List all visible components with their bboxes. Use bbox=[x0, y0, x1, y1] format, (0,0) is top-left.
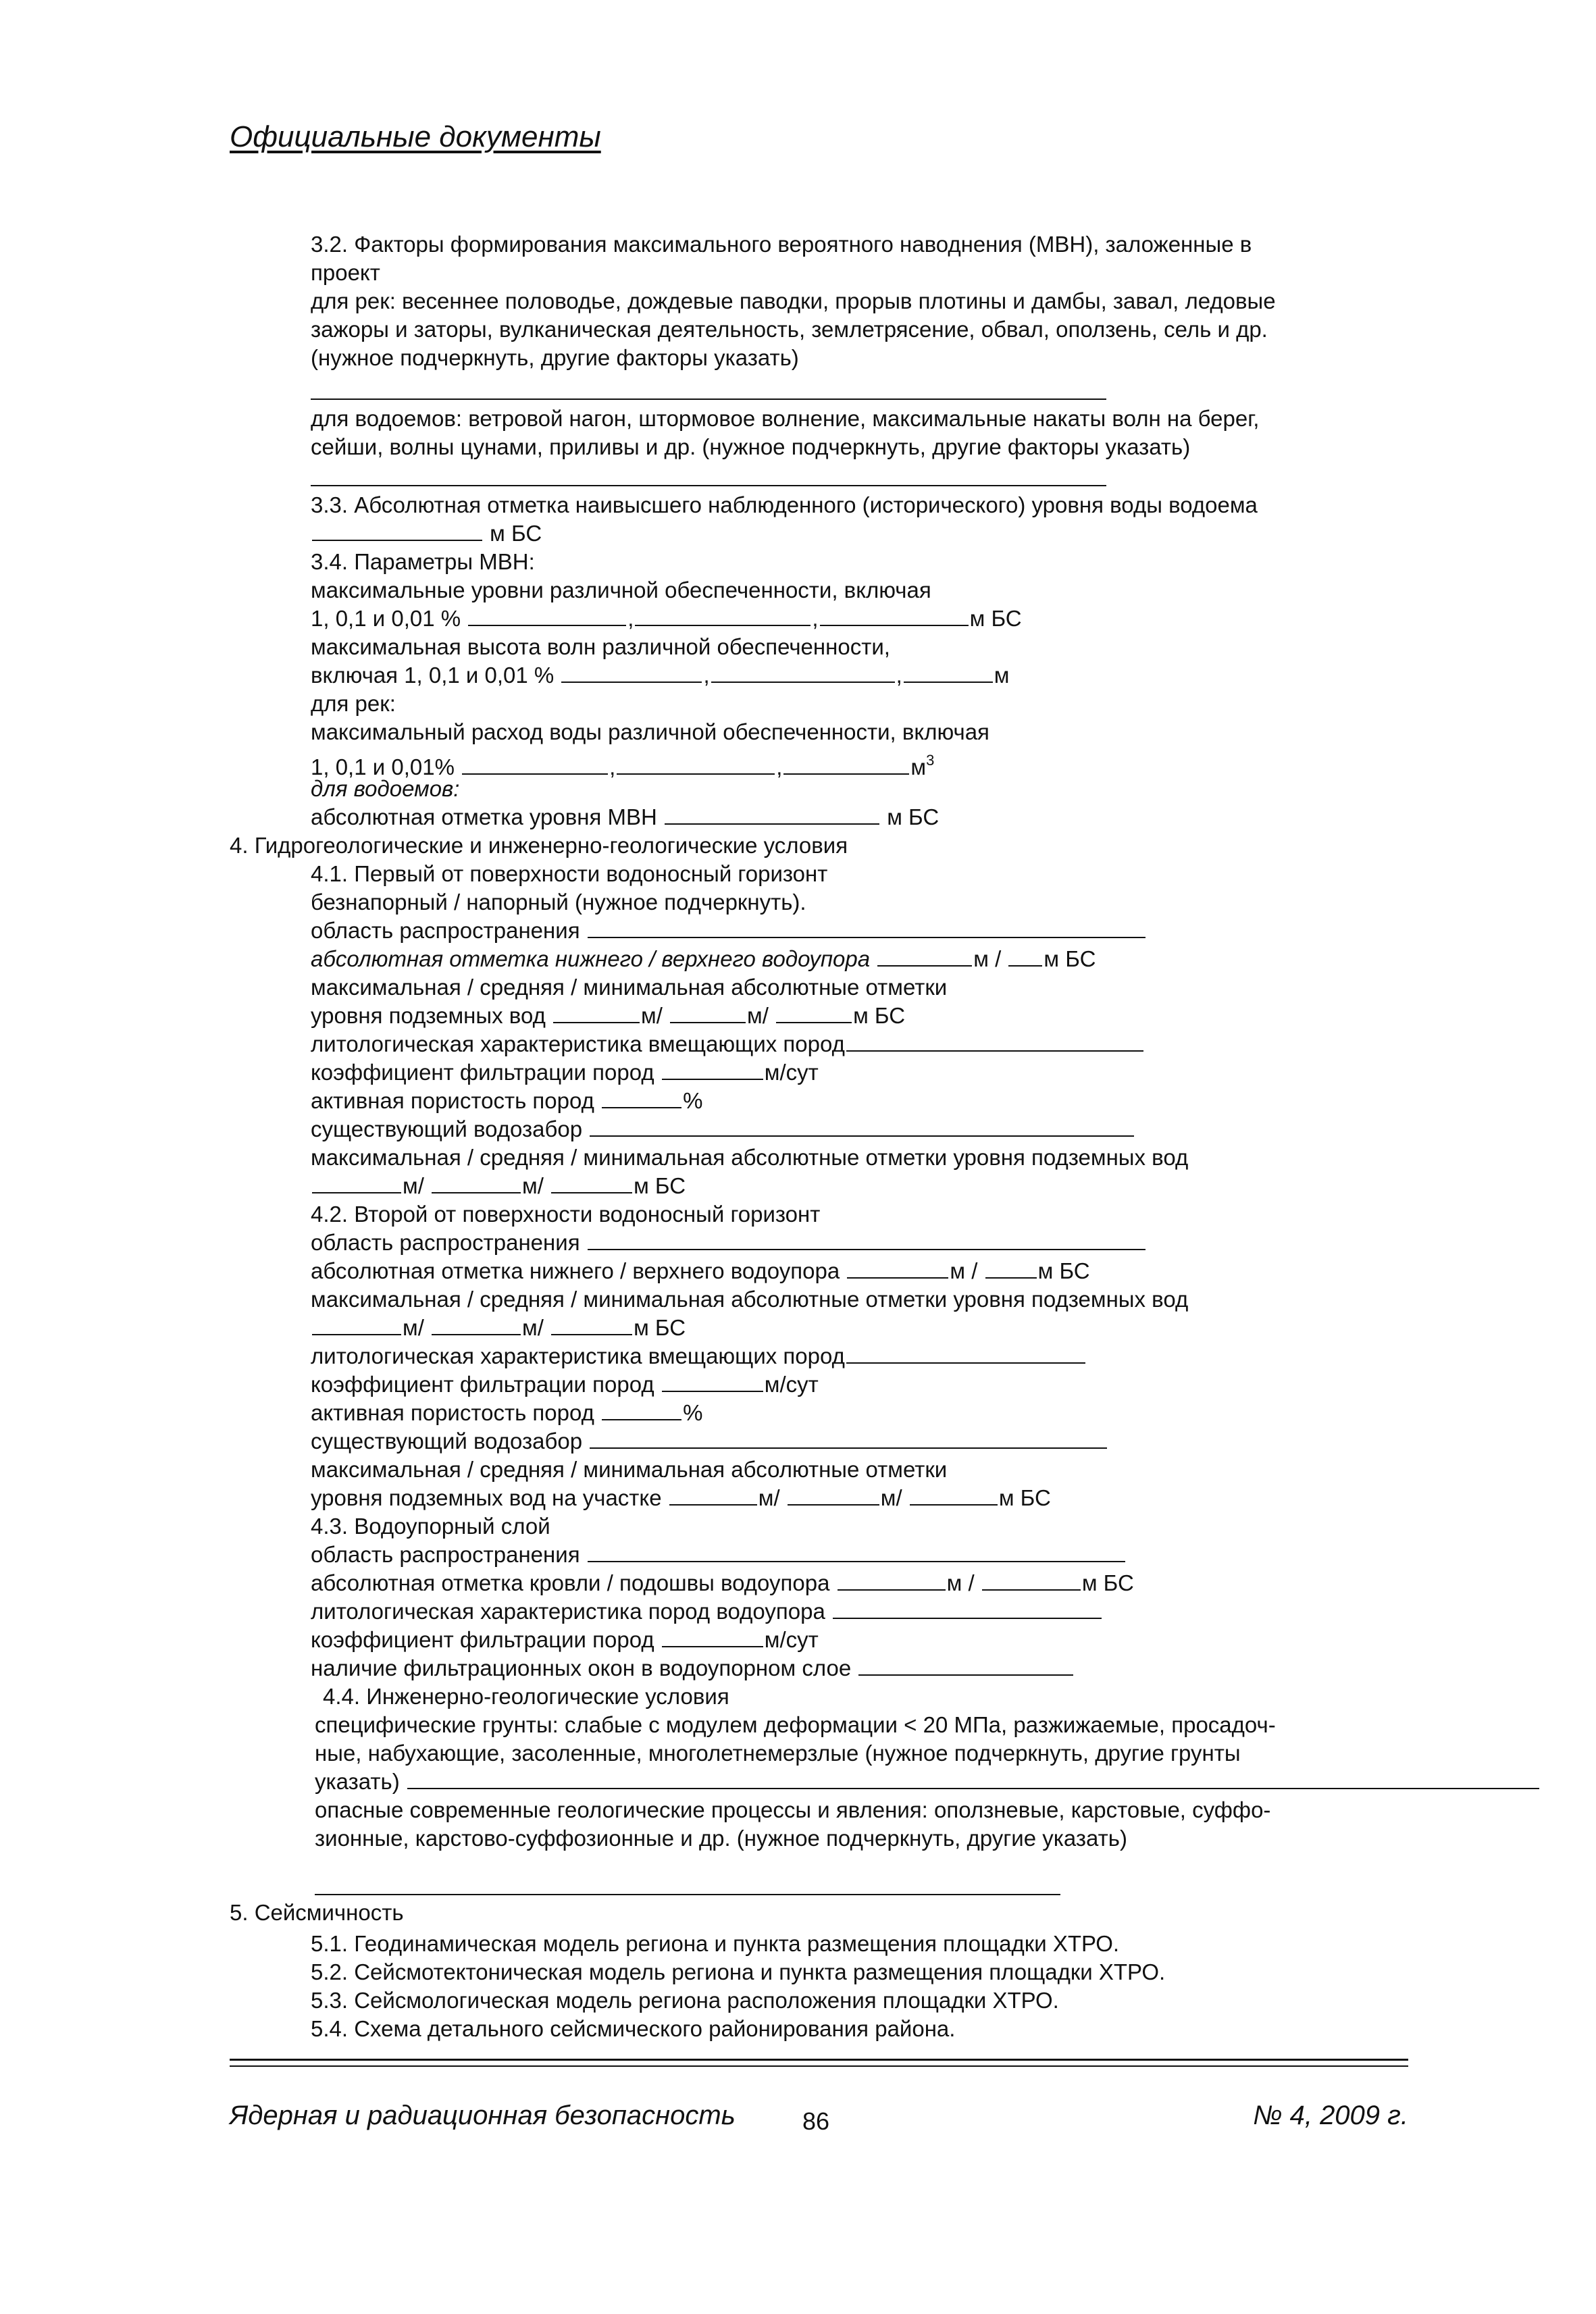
s42-line-10: максимальная / средняя / минимальная абсолютные отметки bbox=[311, 1457, 948, 1482]
s41-line-3 bbox=[311, 917, 1147, 944]
s43-line-3 bbox=[311, 1570, 1134, 1597]
s34-l7-blank-1 bbox=[462, 756, 608, 775]
s34-line-1: максимальные уровни различной обеспеченности, включая bbox=[311, 577, 931, 602]
s42-l2-label: область распространения bbox=[311, 1230, 580, 1255]
s34-line-7: 1, 0,1 и 0,01% , , $м^3$ bbox=[311, 752, 935, 779]
s5-title: 5. Сейсмичность bbox=[230, 1900, 404, 1925]
s42-line-4: максимальная / средняя / минимальная абсолютные отметки уровня подземных вод bbox=[311, 1287, 1189, 1312]
s41-line-11: максимальная / средняя / минимальная абсолютные отметки уровня подземных вод bbox=[311, 1145, 1189, 1170]
footer-journal-title: Ядерная и радиационная безопасность bbox=[230, 2101, 736, 2130]
s43-l2-label: область распространения bbox=[311, 1542, 580, 1567]
s42-l3-blank-2 bbox=[985, 1260, 1037, 1279]
s42-l5-blank-3 bbox=[551, 1316, 632, 1335]
s41-l8-unit: м/сут bbox=[764, 1060, 819, 1085]
s43-l4-blank bbox=[833, 1600, 1102, 1619]
s43-l3-mid: м / bbox=[946, 1570, 975, 1595]
s34-l4-prefix: включая 1, 0,1 и 0,01 % bbox=[311, 663, 555, 688]
s41-l4-label: абсолютная отметка нижнего / верхнего водоупора bbox=[311, 946, 871, 971]
s41-l8-label: коэффициент фильтрации пород bbox=[311, 1060, 654, 1085]
s42-l5-mid-2: м/ bbox=[522, 1315, 544, 1340]
s42-l3-mid: м / bbox=[950, 1258, 978, 1283]
s42-l11-blank-1 bbox=[669, 1487, 757, 1506]
s34-l7-unit-superscript: 3 bbox=[926, 752, 935, 769]
s42-line-2 bbox=[311, 1229, 1147, 1256]
s42-line-11 bbox=[311, 1485, 1051, 1512]
s42-l8-unit: % bbox=[683, 1400, 703, 1425]
s34-l2-blank-3 bbox=[820, 607, 969, 626]
s42-l11-mid-2: м/ bbox=[880, 1485, 902, 1510]
s42-l5-mid-1: м/ bbox=[403, 1315, 424, 1340]
s43-line-1: 4.3. Водоупорный слой bbox=[311, 1514, 550, 1539]
s42-l7-blank bbox=[662, 1373, 763, 1392]
s41-line-6 bbox=[311, 1002, 905, 1029]
s42-line-8 bbox=[311, 1399, 702, 1426]
s41-l10-blank bbox=[590, 1118, 1134, 1137]
s42-l8-label: активная пористость пород bbox=[311, 1400, 594, 1425]
s44-l4-label: указать) bbox=[315, 1769, 400, 1794]
s41-l7-blank bbox=[846, 1033, 1143, 1052]
s42-l3-unit: м БС bbox=[1037, 1258, 1090, 1283]
s42-l11-unit: м БС bbox=[998, 1485, 1051, 1510]
s34-l9-prefix: абсолютная отметка уровня МВН bbox=[311, 804, 657, 829]
s41-l6-blank-3 bbox=[776, 1004, 852, 1023]
s41-l12-mid-1: м/ bbox=[403, 1173, 424, 1198]
s41-line-12 bbox=[311, 1173, 686, 1200]
s44-line-1: 4.4. Инженерно-геологические условия bbox=[323, 1684, 729, 1709]
s44-line-6: зионные, карстово-суффозионные и др. (нужное подчеркнуть, другие указать) bbox=[315, 1826, 1127, 1851]
s43-line-5 bbox=[311, 1626, 819, 1653]
s42-l2-blank bbox=[588, 1231, 1145, 1250]
s34-l2-blank-2 bbox=[635, 607, 810, 626]
s44-line-2: специфические грунты: слабые с модулем деформации < 20 МПа, разжижаемые, просадоч- bbox=[315, 1712, 1276, 1737]
s42-line-1: 4.2. Второй от поверхности водоносный горизонт bbox=[311, 1202, 821, 1227]
s34-l4-blank-1 bbox=[561, 664, 702, 683]
s34-l4-blank-3 bbox=[904, 664, 993, 683]
s34-l9-blank bbox=[665, 806, 879, 825]
s43-l3-label: абсолютная отметка кровли / подошвы водоупора bbox=[311, 1570, 830, 1595]
s41-l4-blank-2 bbox=[1008, 948, 1042, 967]
footer-issue: № 4, 2009 г. bbox=[1253, 2101, 1408, 2130]
s34-l2-unit: м БС bbox=[969, 606, 1022, 631]
s42-l5-unit: м БС bbox=[634, 1315, 686, 1340]
s34-l7-prefix: 1, 0,1 и 0,01% bbox=[311, 754, 455, 779]
s43-l6-blank bbox=[858, 1657, 1073, 1676]
s41-l8-blank bbox=[662, 1061, 763, 1080]
s43-l5-unit: м/сут bbox=[764, 1627, 819, 1652]
s43-line-6 bbox=[311, 1655, 1075, 1682]
s34-l7-blank-3 bbox=[783, 756, 909, 775]
s34-title: 3.4. Параметры МВН: bbox=[311, 549, 535, 574]
s42-l9-label: существующий водозабор bbox=[311, 1429, 583, 1454]
s41-l6-unit: м БС bbox=[853, 1003, 906, 1028]
s41-l9-label: активная пористость пород bbox=[311, 1088, 594, 1113]
s42-l11-label: уровня подземных вод на участке bbox=[311, 1485, 662, 1510]
s41-l4-blank-1 bbox=[877, 948, 972, 967]
s32-line-5: (нужное подчеркнуть, другие факторы указать) bbox=[311, 345, 799, 370]
s41-line-7 bbox=[311, 1031, 1145, 1058]
s43-l3-blank-2 bbox=[982, 1572, 1081, 1591]
s42-l6-label: литологическая характеристика вмещающих пород bbox=[311, 1343, 845, 1368]
s34-line-6: максимальный расход воды различной обеспеченности, включая bbox=[311, 719, 989, 744]
s42-line-7 bbox=[311, 1371, 819, 1398]
s41-line-4 bbox=[311, 946, 1096, 973]
s34-line-2: 1, 0,1 и 0,01 % , , м БС bbox=[311, 606, 1022, 631]
s34-l4-blank-2 bbox=[711, 664, 895, 683]
s42-l3-blank-1 bbox=[847, 1260, 948, 1279]
s44-line-5: опасные современные геологические процессы и явления: оползневые, карстовые, суффо- bbox=[315, 1797, 1271, 1822]
s42-l8-blank bbox=[602, 1402, 681, 1420]
s32-line-3: для рек: весеннее половодье, дождевые паводки, прорыв плотины и дамбы, завал, ледовые bbox=[311, 288, 1276, 313]
s41-line-9 bbox=[311, 1087, 702, 1114]
s32-line-4: зажоры и заторы, вулканическая деятельность, землетрясение, обвал, оползень, сель и др. bbox=[311, 317, 1268, 342]
s33-line-1: 3.3. Абсолютная отметка наивысшего наблюденного (исторического) уровня воды водоема bbox=[311, 492, 1258, 517]
s42-line-6 bbox=[311, 1343, 1087, 1370]
s44-line-4 bbox=[315, 1768, 1541, 1795]
s41-line-8 bbox=[311, 1059, 819, 1086]
s44-other-processes-rule bbox=[315, 1894, 1060, 1895]
s42-l7-label: коэффициент фильтрации пород bbox=[311, 1372, 654, 1397]
s41-l3-blank bbox=[588, 919, 1145, 938]
s41-l4-unit: м БС bbox=[1044, 946, 1096, 971]
s41-l6-blank-1 bbox=[553, 1004, 640, 1023]
s41-l6-mid-2: м/ bbox=[747, 1003, 769, 1028]
s42-line-3 bbox=[311, 1258, 1090, 1285]
s34-l2-prefix: 1, 0,1 и 0,01 % bbox=[311, 606, 461, 631]
s32-line-1: 3.2. Факторы формирования максимального вероятного наводнения (МВН), заложенные в bbox=[311, 232, 1252, 257]
s4-title: 4. Гидрогеологические и инженерно-геологические условия bbox=[230, 833, 848, 858]
s41-l12-blank-3 bbox=[551, 1175, 632, 1193]
s41-l12-blank-1 bbox=[312, 1175, 401, 1193]
s43-l5-blank bbox=[662, 1628, 763, 1647]
s32-rivers-other-rule bbox=[311, 398, 1106, 400]
s41-l9-unit: % bbox=[683, 1088, 703, 1113]
s44-l4-blank bbox=[407, 1770, 1539, 1789]
s41-line-2: безнапорный / напорный (нужное подчеркнуть). bbox=[311, 890, 806, 915]
s42-l5-blank-2 bbox=[432, 1316, 521, 1335]
s34-line-8: для водоемов: bbox=[311, 776, 460, 801]
s41-l6-mid-1: м/ bbox=[641, 1003, 663, 1028]
s41-l12-mid-2: м/ bbox=[522, 1173, 544, 1198]
s41-l4-mid: м / bbox=[973, 946, 1002, 971]
s5-item-3: 5.3. Сейсмологическая модель региона расположения площадки ХТРО. bbox=[311, 1988, 1059, 2013]
s41-line-10 bbox=[311, 1116, 1135, 1143]
s43-l2-blank bbox=[588, 1543, 1125, 1562]
s44-line-3: ные, набухающие, засоленные, многолетнемерзлые (нужное подчеркнуть, другие грунты bbox=[315, 1741, 1241, 1766]
s34-line-5: для рек: bbox=[311, 691, 396, 716]
s33-unit: м БС bbox=[490, 521, 542, 546]
s43-l3-blank-1 bbox=[838, 1572, 946, 1591]
s42-l9-blank bbox=[590, 1430, 1107, 1449]
s42-l11-mid-1: м/ bbox=[758, 1485, 780, 1510]
s42-l3-label: абсолютная отметка нижнего / верхнего водоупора bbox=[311, 1258, 840, 1283]
s41-l12-blank-2 bbox=[432, 1175, 521, 1193]
s33-value-blank bbox=[312, 522, 482, 541]
s41-l3-label: область распространения bbox=[311, 918, 580, 943]
s43-l3-unit: м БС bbox=[1081, 1570, 1134, 1595]
s32-line-7: сейши, волны цунами, приливы и др. (нужное подчеркнуть, другие факторы указать) bbox=[311, 434, 1191, 459]
s34-l7-unit: м bbox=[910, 754, 927, 779]
s41-line-5: максимальная / средняя / минимальная абсолютные отметки bbox=[311, 975, 948, 1000]
s33-line-2 bbox=[311, 520, 542, 547]
s34-l7-blank-2 bbox=[617, 756, 775, 775]
s41-l7-label: литологическая характеристика вмещающих пород bbox=[311, 1031, 845, 1056]
s42-l5-blank-1 bbox=[312, 1316, 401, 1335]
s41-l6-blank-2 bbox=[670, 1004, 746, 1023]
s42-l7-unit: м/сут bbox=[764, 1372, 819, 1397]
footer-rule-bottom bbox=[230, 2065, 1408, 2067]
s41-l9-blank bbox=[602, 1089, 681, 1108]
footer-page-number: 86 bbox=[802, 2107, 830, 2135]
s43-l6-label: наличие фильтрационных окон в водоупорном слое bbox=[311, 1655, 852, 1680]
s42-l11-blank-2 bbox=[788, 1487, 879, 1506]
s5-item-4: 5.4. Схема детального сейсмического районирования района. bbox=[311, 2016, 956, 2041]
s41-l6-label: уровня подземных вод bbox=[311, 1003, 546, 1028]
s5-item-1: 5.1. Геодинамическая модель региона и пункта размещения площадки ХТРО. bbox=[311, 1931, 1120, 1956]
s32-line-6: для водоемов: ветровой нагон, штормовое волнение, максимальные накаты волн на берег, bbox=[311, 406, 1260, 431]
s34-line-9 bbox=[311, 804, 939, 831]
s34-line-4: включая 1, 0,1 и 0,01 % , , м bbox=[311, 663, 1010, 688]
s41-line-1: 4.1. Первый от поверхности водоносный горизонт bbox=[311, 861, 828, 886]
s43-line-2 bbox=[311, 1541, 1127, 1568]
s34-l4-unit: м bbox=[994, 663, 1010, 688]
s42-l11-blank-3 bbox=[910, 1487, 998, 1506]
s5-item-2: 5.2. Сейсмотектоническая модель региона и пункта размещения площадки ХТРО. bbox=[311, 1959, 1166, 1984]
s41-l12-unit: м БС bbox=[634, 1173, 686, 1198]
s43-l5-label: коэффициент фильтрации пород bbox=[311, 1627, 654, 1652]
s34-l2-blank-1 bbox=[468, 607, 626, 626]
s32-reservoirs-other-rule bbox=[311, 485, 1106, 486]
s43-l4-label: литологическая характеристика пород водоупора bbox=[311, 1599, 825, 1624]
s43-line-4 bbox=[311, 1598, 1103, 1625]
s34-l9-unit: м БС bbox=[887, 804, 939, 829]
s42-line-9 bbox=[311, 1428, 1108, 1455]
s34-line-3: максимальная высота волн различной обеспеченности, bbox=[311, 634, 890, 659]
footer-rule-top bbox=[230, 2059, 1408, 2061]
s32-line-2: проект bbox=[311, 260, 380, 285]
s41-l10-label: существующий водозабор bbox=[311, 1116, 583, 1141]
s42-line-5 bbox=[311, 1314, 686, 1341]
header-title: Официальные документы bbox=[230, 120, 601, 153]
s42-l6-blank bbox=[846, 1345, 1085, 1364]
